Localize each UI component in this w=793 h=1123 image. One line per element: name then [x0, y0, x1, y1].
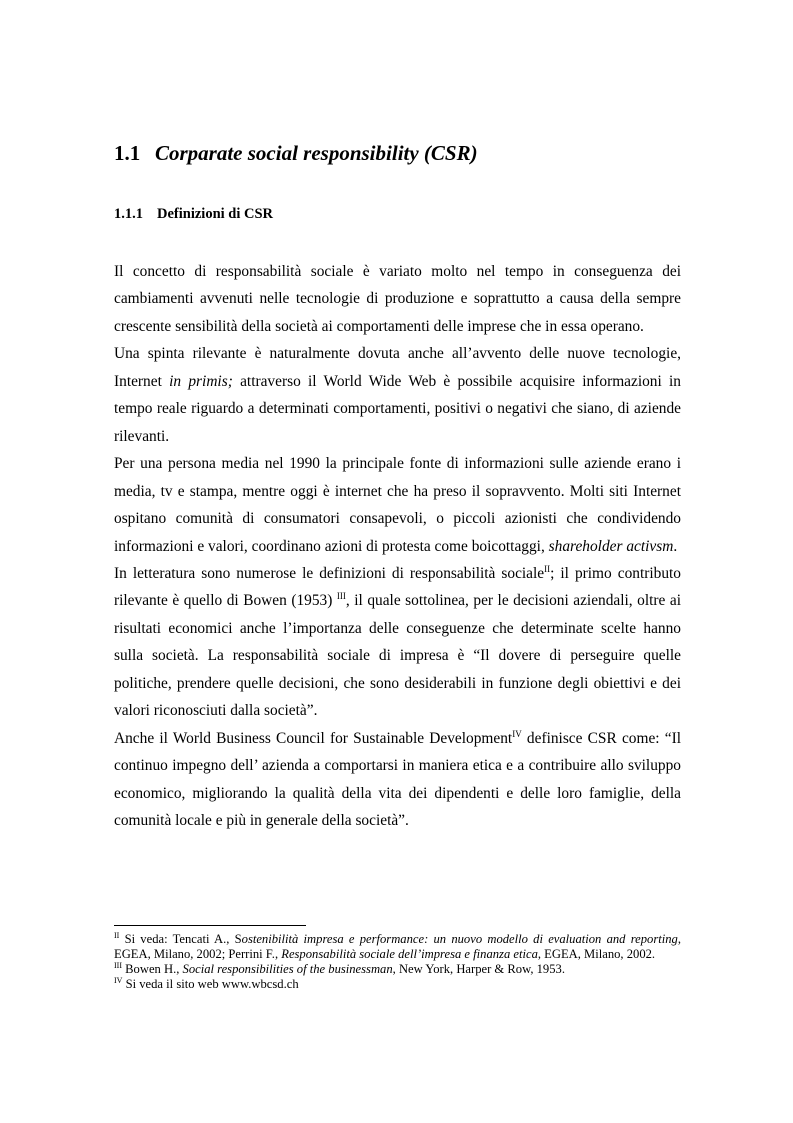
footnote-2-mark: II	[114, 931, 120, 940]
paragraph-1: Il concetto di responsabilità sociale è variato molto nel tempo in conseguenza dei cambiamenti avvenuti nelle tecnologie di produzione e soprattutto a causa della sempre crescente sensibilità della società ai comportamenti delle imprese che in essa operano.	[114, 263, 681, 335]
footnote-2-text-mid: , EGEA, Milano, 2002; Perrini F.,	[114, 932, 681, 961]
footnote-3-text-end: , New York, Harper & Row, 1953.	[392, 961, 565, 976]
paragraph-5-text: Anche il World Business Council for Sustainable Development	[114, 729, 513, 747]
footnote-ref-2[interactable]: II	[544, 563, 551, 574]
subsection-number: 1.1.1	[114, 206, 143, 222]
footnote-ref-3[interactable]: III	[336, 591, 346, 602]
paragraph-3-text: Per una persona media nel 1990 la principale fonte di informazioni sulle aziende erano i media, tv e stampa, mentre oggi è internet che ha preso il sopravvento. Molti siti Internet ospitano comunità di consumatori consapevoli, o piccoli azionisti che condividendo informazioni e valori, coordinano azioni di protesta come boicottaggi,	[114, 455, 681, 555]
paragraph-5	[114, 725, 681, 835]
paragraph-4-text-end: , il quale sottolinea, per le decisioni aziendali, oltre ai risultati economici anche l’importanza delle conseguenze che determinate scelte hanno sulla società. La responsabilità sociale di impresa è “Il dovere di perseguire quelle politiche, prendere quelle decisioni, che sono desiderabili in funzione degli obiettivi e dei valori riconosciuti dalla società”.	[114, 592, 682, 720]
paragraph-4	[114, 560, 681, 725]
footnote-3-text: Bowen H.,	[122, 961, 183, 976]
footnotes	[114, 932, 681, 992]
paragraph-5-text-end: definisce CSR come: “Il continuo impegno dell’ azienda a comportarsi in maniera etica e a contribuire allo sviluppo economico, migliorando la qualità della vita dei dipendenti e delle loro famiglie, della comunità locale e più in generale della società”.	[114, 729, 681, 830]
footnote-2-text-end: , EGEA, Milano, 2002.	[537, 946, 656, 961]
section-title: Corparate social responsibility (CSR)	[155, 141, 478, 165]
paragraph-4-text: In letteratura sono numerose le definizioni di responsabilità sociale	[114, 564, 545, 582]
section-number: 1.1	[114, 141, 141, 165]
body-text	[114, 258, 681, 835]
footnote-2-title-2: Responsabilità sociale dell’impresa e finanza etica	[281, 946, 538, 961]
section-heading	[114, 141, 478, 166]
paragraph-2-emphasis: in primis;	[169, 372, 233, 390]
footnote-2	[114, 932, 681, 962]
footnote-2-text: Si veda: Tencati A., S	[119, 932, 242, 946]
subsection-heading	[114, 206, 273, 223]
footnote-3	[114, 962, 681, 977]
paragraph-2-text-end: attraverso il World Wide Web è possibile acquisire informazioni in tempo reale riguardo a determinati comportamenti, positivi o negativi che siano, di aziende rilevanti.	[114, 372, 681, 445]
footnote-4-mark: IV	[114, 975, 123, 985]
footnote-3-title: Social responsibilities of the businessman	[182, 961, 393, 976]
footnote-4-text: Si veda il sito web www.wbcsd.ch	[122, 976, 299, 991]
footnote-separator	[114, 925, 306, 926]
footnote-3-mark: III	[114, 960, 122, 970]
footnote-2-title-1: ostenibilità impresa e performance: un nuovo modello di evaluation and reporting	[241, 932, 678, 946]
paragraph-3-text-end: .	[673, 537, 678, 555]
paragraph-3-emphasis: shareholder activsm	[548, 537, 674, 555]
paragraph-2-text: Una spinta rilevante è naturalmente dovuta anche all’avvento delle nuove tecnologie, Internet	[114, 345, 681, 390]
footnote-ref-4[interactable]: IV	[512, 728, 522, 739]
subsection-title: Definizioni di CSR	[157, 206, 274, 222]
paragraph-4-text-mid: ; il primo contributo rilevante è quello di Bowen (1953)	[114, 564, 681, 610]
paragraph-3	[114, 450, 681, 560]
footnote-4	[114, 977, 681, 992]
paragraph-2	[114, 340, 681, 450]
